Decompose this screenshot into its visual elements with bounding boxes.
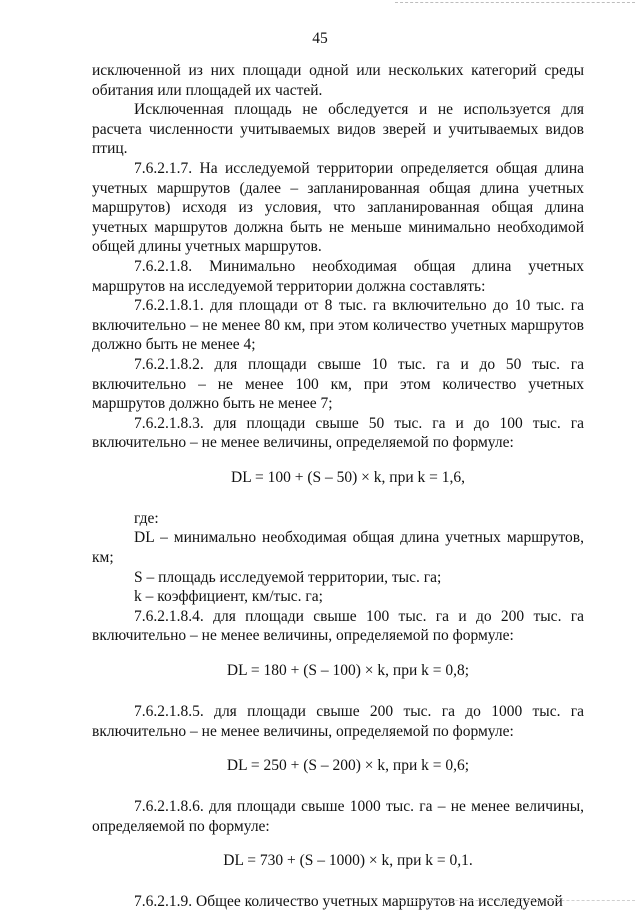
formula-3: DL = 250 + (S – 200) × k, при k = 0,6; (226, 757, 470, 775)
formula-1: DL = 100 + (S – 50) × k, при k = 1,6, (231, 468, 465, 486)
paragraph-7-6-2-1-8-2: 7.6.2.1.8.2. для площади свыше 10 тыс. га и до 50 тыс. га включительно – не менее 100 км, при этом количество учетных маршрутов должно быть не менее 7; (92, 355, 584, 413)
paragraph-continuation: исключенной из них площади одной или нескольких категорий среды обитания или площадей их частей. (92, 62, 584, 99)
page-number: 45 (312, 30, 328, 47)
document-body (92, 61, 584, 912)
paragraph-excluded-area: Исключенная площадь не обследуется и не используется для расчета численности учитываемых видов зверей и учитываемых видов птиц. (92, 101, 584, 158)
paragraph-7-6-2-1-8-3: 7.6.2.1.8.3. для площади свыше 50 тыс. га и до 100 тыс. га включительно – не менее величины, определяемой по формуле: (92, 414, 584, 452)
definition-s: S – площадь исследуемой территории, тыс. га; (134, 568, 442, 586)
definition-dl-unit: км; (92, 549, 114, 567)
formula-4: DL = 730 + (S – 1000) × k, при k = 0,1. (223, 852, 473, 870)
paragraph-7-6-2-1-8-5: 7.6.2.1.8.5. для площади свыше 200 тыс. га до 1000 тыс. га включительно – не менее величины, определяемой по формуле: (92, 703, 584, 740)
paragraph-7-6-2-1-8-6: 7.6.2.1.8.6. для площади свыше 1000 тыс. га – не менее величины, определяемой по формуле: (92, 798, 584, 835)
formula-2: DL = 180 + (S – 100) × k, при k = 0,8; (226, 662, 470, 680)
scan-top-edge-line (395, 2, 635, 3)
definition-dl: DL – минимально необходимая общая длина учетных маршрутов, (134, 529, 584, 547)
paragraph-7-6-2-1-8: 7.6.2.1.8. Минимально необходимая общая длина учетных маршрутов на исследуемой территории должна составлять: (92, 257, 584, 295)
scan-bottom-edge-line (400, 900, 635, 901)
paragraph-7-6-2-1-8-1: 7.6.2.1.8.1. для площади от 8 тыс. га включительно до 10 тыс. га включительно – не менее 80 км, при этом количество учетных маршрутов должно быть не менее 4; (92, 297, 584, 354)
paragraph-7-6-2-1-9: 7.6.2.1.9. Общее количество учетных маршрутов на исследуемой (134, 893, 563, 911)
where-label: где: (134, 509, 159, 527)
paragraph-7-6-2-1-8-4: 7.6.2.1.8.4. для площади свыше 100 тыс. га и до 200 тыс. га включительно – не менее величины, определяемой по формуле: (92, 607, 584, 645)
paragraph-7-6-2-1-7: 7.6.2.1.7. На исследуемой территории определяется общая длина учетных маршрутов (далее – запланированная общая длина учетных маршрутов) исходя из условия, что запланированная общая длина учетных маршрутов должна быть не меньше минимально необходимой общей длины учетных маршрутов. (92, 159, 584, 256)
definition-k: k – коэффициент, км/тыс. га; (134, 588, 323, 606)
